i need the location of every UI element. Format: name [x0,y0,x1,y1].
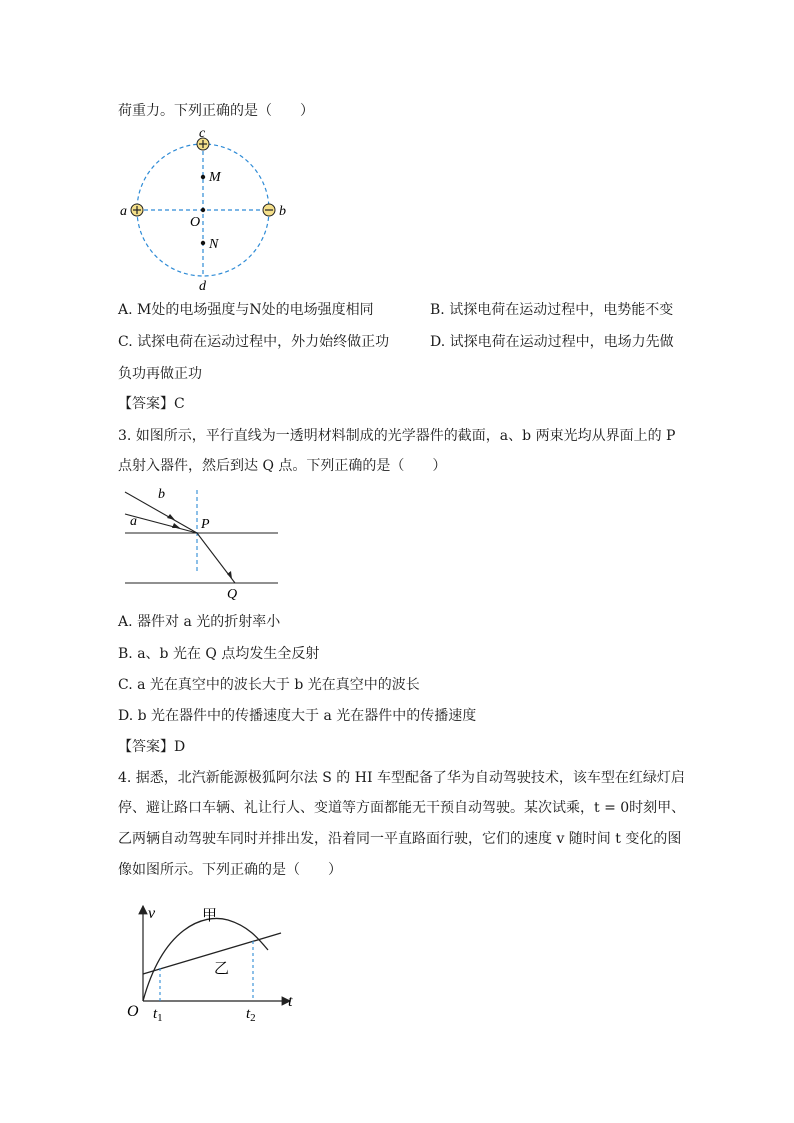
q3-stem-line2: 点射入器件，然后到达 Q 点。下列正确的是（ ） [118,458,447,474]
q3-option-b: B. a、b 光在 Q 点均发生全反射 [118,646,320,662]
negative-charge-b-icon [263,204,275,216]
q4-stem-line3: 乙两辆自动驾驶车同时并排出发，沿着同一平直路面行驶，它们的速度 v 随时间 t 变化的图 [118,831,682,847]
q2-option-c: C. 试探电荷在运动过程中，外力始终做正功 [118,334,390,350]
q3-stem-line1: 3. 如图所示，平行直线为一透明材料制成的光学器件的截面，a、b 两束光均从界面上的 P [118,428,676,444]
q3-optics-figure [115,480,290,600]
q2-option-b: B. 试探电荷在运动过程中，电势能不变 [430,302,674,318]
q3-option-d: D. b 光在器件中的传播速度大于 a 光在器件中的传播速度 [118,708,477,724]
label-d: d [199,279,206,294]
refracted-ray [197,533,235,583]
q2-stem-tail: 荷重力。下列正确的是（ ） [118,103,314,119]
label-t2: $t_2$ [246,1006,256,1024]
label-b: b [158,487,165,502]
q3-answer: 【答案】D [118,739,186,755]
label-Q: Q [227,587,238,600]
q2-option-a: A. M处的电场强度与N处的电场强度相同 [118,302,374,318]
q2-option-d-cont: 负功再做正功 [118,366,202,382]
label-a: a [120,204,127,219]
point-M [201,175,205,179]
q2-answer: 【答案】C [118,396,185,412]
q4-velocity-time-graph [118,898,308,1028]
label-t1: $t_1$ [153,1006,163,1024]
label-P: P [201,517,210,532]
point-O [201,208,205,212]
q3-option-c: C. a 光在真空中的波长大于 b 光在真空中的波长 [118,677,420,693]
q3-option-a: A. 器件对 a 光的折射率小 [118,614,281,630]
label-yi: 乙 [214,961,230,977]
q4-stem-line1: 4. 据悉，北汽新能源极狐阿尔法 S 的 HI 车型配备了华为自动驾驶技术，该车型在红绿灯启 [118,770,685,786]
q2-option-d: D. 试探电荷在运动过程中，电场力先做 [430,334,674,350]
label-jia: 甲 [202,908,218,924]
point-N [201,241,205,245]
q2-field-figure [110,124,300,294]
label-M: M [209,170,221,185]
positive-charge-a-icon [131,204,143,216]
label-b: b [279,204,286,219]
label-t: t [288,993,293,1010]
q4-stem-line2: 停、避让路口车辆、礼让行人、变道等方面都能无干预自动驾驶。某次试乘，t = 0时刻甲、 [118,800,686,816]
q4-stem-line4: 像如图所示。下列正确的是（ ） [118,862,342,878]
label-a: a [130,514,137,529]
curve-jia [143,918,268,1001]
label-c: c [199,126,206,141]
label-O: O [127,1003,139,1020]
label-O: O [190,215,201,230]
label-v: v [148,905,156,922]
label-N: N [209,237,219,252]
